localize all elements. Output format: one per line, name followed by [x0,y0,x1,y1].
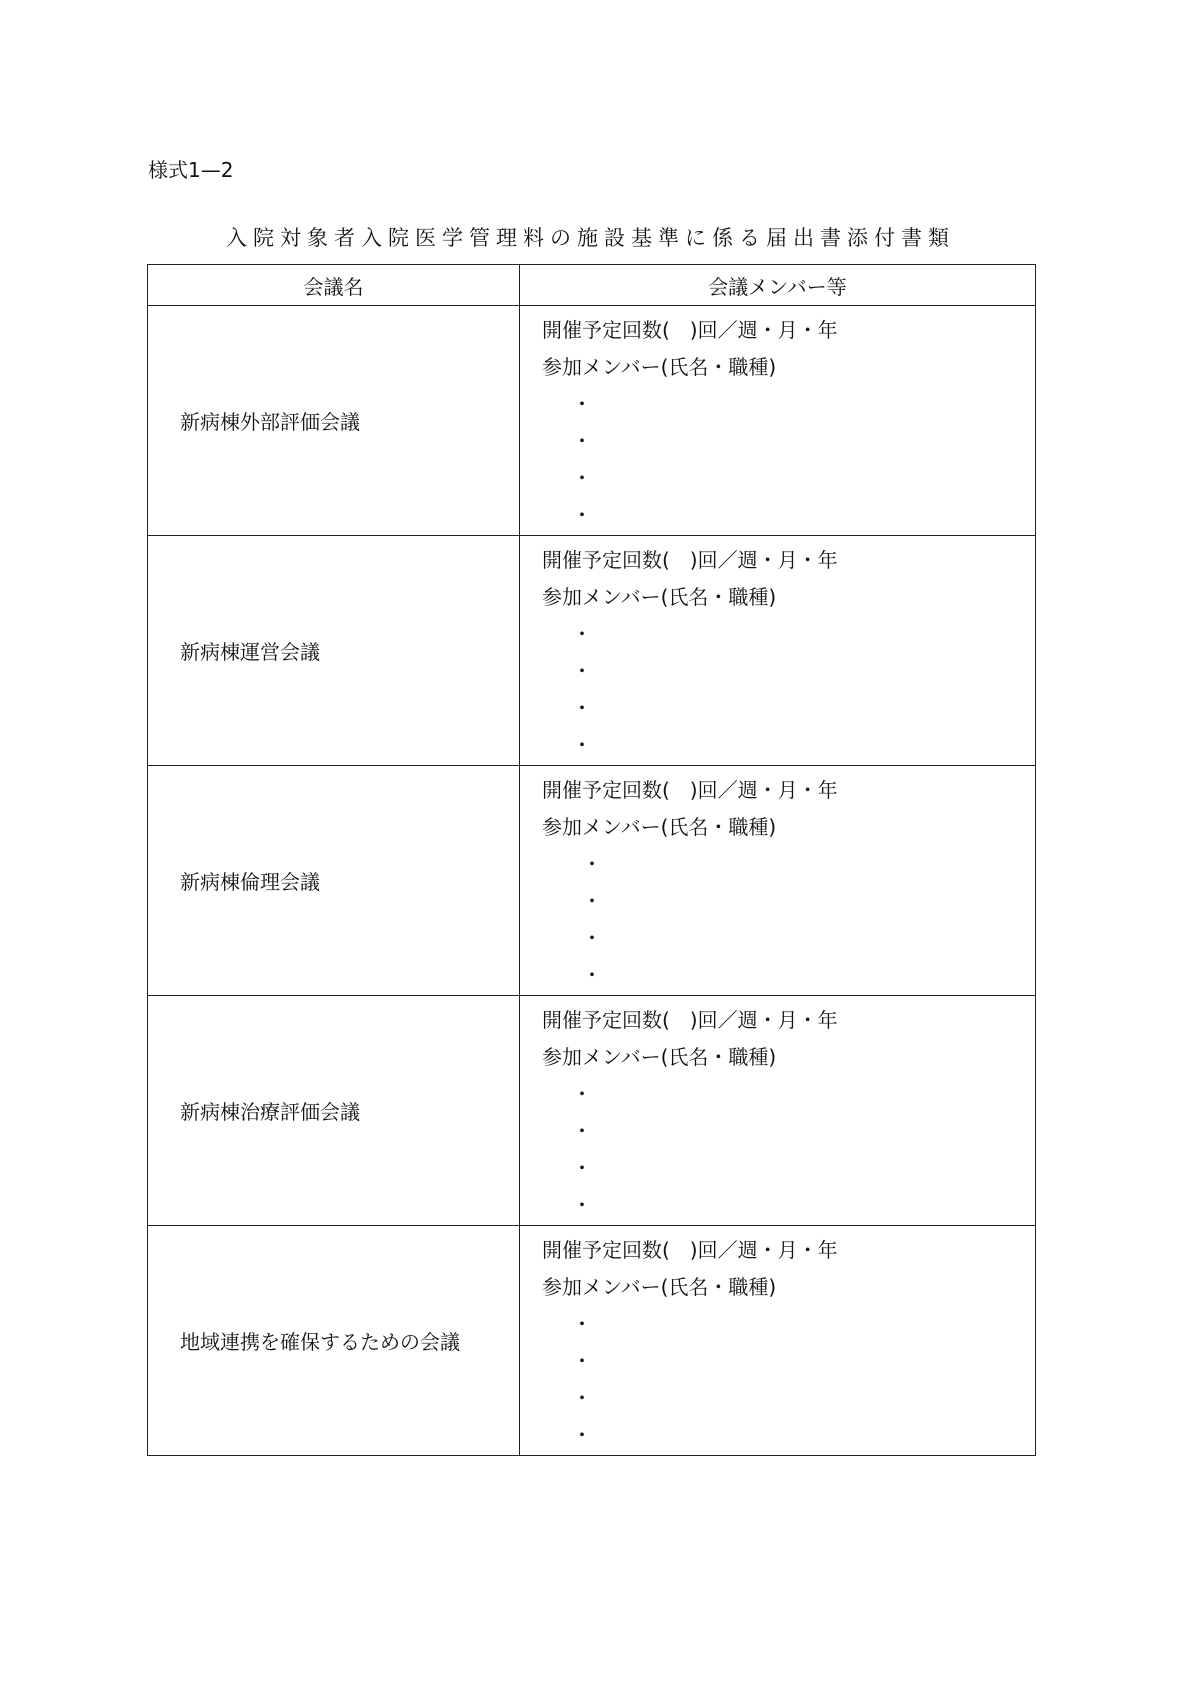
member-bullet: ・ [572,1156,592,1180]
member-bullet: ・ [572,659,592,683]
table-row [148,306,1036,536]
meeting-name-cell: 新病棟外部評価会議 [148,306,520,536]
meeting-name-cell: 新病棟運営会議 [148,536,520,766]
member-bullet: ・ [572,1349,592,1373]
header-meeting-name: 会議名 [148,265,520,306]
schedule-line: 開催予定回数( )回／週・月・年 [542,1008,838,1032]
document-title: 入院対象者入院医学管理料の施設基準に係る届出書添付書類 [226,226,955,250]
meeting-name-cell: 新病棟治療評価会議 [148,996,520,1226]
members-label: 参加メンバー(氏名・職種) [542,355,777,379]
member-bullet: ・ [582,889,602,913]
members-label: 参加メンバー(氏名・職種) [542,815,777,839]
meeting-table [147,264,1036,1456]
members-label: 参加メンバー(氏名・職種) [542,585,777,609]
meeting-detail-cell[interactable] [520,1226,1036,1456]
member-bullet: ・ [572,1119,592,1143]
schedule-line: 開催予定回数( )回／週・月・年 [542,1238,838,1262]
form-id: 様式1—2 [148,158,234,182]
schedule-line: 開催予定回数( )回／週・月・年 [542,548,838,572]
schedule-line: 開催予定回数( )回／週・月・年 [542,778,838,802]
member-bullet: ・ [572,466,592,490]
schedule-line: 開催予定回数( )回／週・月・年 [542,318,838,342]
meeting-detail-cell[interactable] [520,306,1036,536]
member-bullet: ・ [582,852,602,876]
meeting-name-cell: 新病棟倫理会議 [148,766,520,996]
table-row [148,766,1036,996]
members-label: 参加メンバー(氏名・職種) [542,1045,777,1069]
table-row [148,996,1036,1226]
member-bullet: ・ [572,622,592,646]
member-bullet: ・ [572,503,592,527]
member-bullet: ・ [572,429,592,453]
members-label: 参加メンバー(氏名・職種) [542,1275,777,1299]
table-row [148,1226,1036,1456]
meeting-detail-cell[interactable] [520,536,1036,766]
member-bullet: ・ [582,926,602,950]
table-row [148,536,1036,766]
member-bullet: ・ [572,392,592,416]
member-bullet: ・ [572,1312,592,1336]
meeting-detail-cell[interactable] [520,766,1036,996]
meeting-detail-cell[interactable] [520,996,1036,1226]
meeting-name-cell: 地域連携を確保するための会議 [148,1226,520,1456]
table-header-row [148,265,1036,306]
member-bullet: ・ [572,696,592,720]
member-bullet: ・ [582,963,602,987]
member-bullet: ・ [572,1082,592,1106]
member-bullet: ・ [572,1423,592,1447]
member-bullet: ・ [572,733,592,757]
header-meeting-members: 会議メンバー等 [520,265,1036,306]
member-bullet: ・ [572,1193,592,1217]
member-bullet: ・ [572,1386,592,1410]
